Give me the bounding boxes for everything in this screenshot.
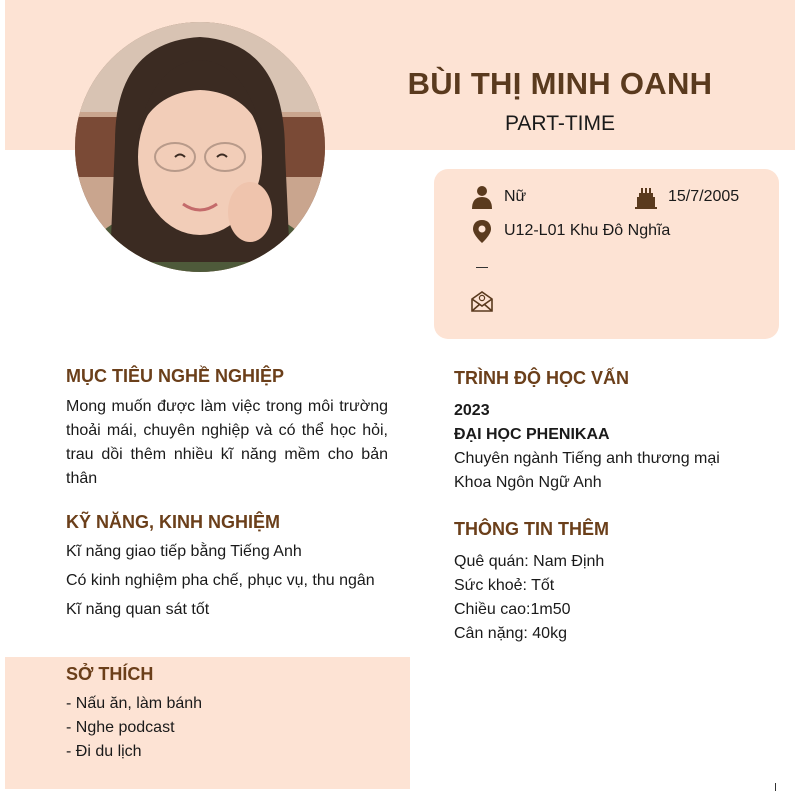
address-row	[470, 219, 670, 243]
person-icon	[470, 185, 494, 209]
profile-photo	[75, 22, 325, 272]
skill-item: Kĩ năng quan sát tốt	[66, 601, 210, 618]
contact-card	[434, 169, 779, 339]
extra-info-item: Sức khoẻ: Tốt	[454, 577, 555, 594]
education-faculty: Khoa Ngôn Ngữ Anh	[454, 474, 602, 491]
education-major: Chuyên ngành Tiếng anh thương mại	[454, 450, 720, 467]
position-title: PART-TIME	[504, 112, 616, 135]
objective-heading: MỤC TIÊU NGHỀ NGHIỆP	[66, 366, 285, 386]
education-school: ĐẠI HỌC PHENIKAA	[454, 426, 610, 443]
education-year: 2023	[454, 402, 490, 419]
email-row	[470, 289, 504, 313]
hobbies-heading: SỞ THÍCH	[66, 664, 154, 684]
phone-placeholder-dash	[476, 267, 488, 268]
skill-item: Có kinh nghiệm pha chế, phục vụ, thu ngân	[66, 572, 375, 589]
hobby-item: - Đi du lịch	[66, 743, 142, 760]
extra-info-item: Chiều cao:1m50	[454, 601, 571, 618]
dob-value: 15/7/2005	[668, 188, 740, 205]
education-heading: TRÌNH ĐỘ HỌC VẤN	[454, 368, 629, 388]
corner-mark	[775, 783, 776, 791]
birthday-cake-icon	[634, 185, 658, 209]
gender-row	[470, 185, 526, 209]
extra-info-item: Quê quán: Nam Định	[454, 553, 605, 570]
extra-info-heading: THÔNG TIN THÊM	[454, 519, 609, 539]
skills-heading: KỸ NĂNG, KINH NGHIỆM	[66, 512, 281, 532]
hobby-item: - Nghe podcast	[66, 719, 175, 736]
location-pin-icon	[470, 219, 494, 243]
skill-item: Kĩ năng giao tiếp bằng Tiếng Anh	[66, 543, 302, 560]
profile-photo-illustration	[75, 22, 325, 272]
dob-row	[634, 185, 739, 209]
hobby-item: - Nấu ăn, làm bánh	[66, 695, 203, 712]
objective-text: Mong muốn được làm việc trong môi trường thoải mái, chuyên nghiệp và có thể học hỏi, trau dồi thêm nhiều kĩ năng mềm cho bản thân	[66, 398, 388, 487]
extra-info-item: Cân nặng: 40kg	[454, 625, 567, 642]
candidate-name: BÙI THỊ MINH OANH	[407, 66, 713, 101]
address-value: U12-L01 Khu Đô Nghĩa	[504, 222, 671, 239]
gender-value: Nữ	[504, 188, 527, 205]
email-icon	[470, 289, 494, 313]
